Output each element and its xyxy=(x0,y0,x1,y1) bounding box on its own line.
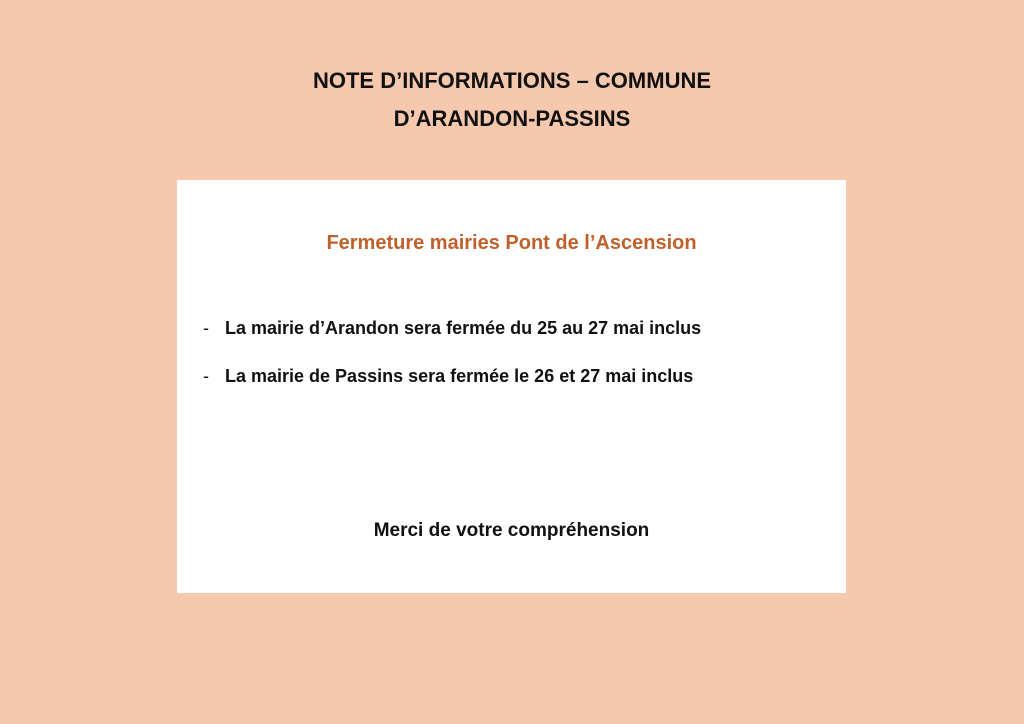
page-title-line-2: D’ARANDON-PASSINS xyxy=(393,106,631,131)
list-bullet: - xyxy=(203,366,209,386)
list-item-text: La mairie de Passins sera fermée le 26 et 27 mai inclus xyxy=(225,366,694,386)
closing-message: Merci de votre compréhension xyxy=(373,520,650,541)
notice-title: Fermeture mairies Pont de l’Ascension xyxy=(326,232,697,254)
list-item xyxy=(203,363,823,389)
page-title-line-1: NOTE D’INFORMATIONS – COMMUNE xyxy=(312,68,712,93)
page-header xyxy=(0,62,1024,138)
list-item xyxy=(203,315,823,341)
list-bullet: - xyxy=(203,318,209,338)
notice-card xyxy=(177,180,846,593)
list-item-text: La mairie d’Arandon sera fermée du 25 au 27 mai inclus xyxy=(225,318,702,338)
closure-list xyxy=(203,315,823,411)
